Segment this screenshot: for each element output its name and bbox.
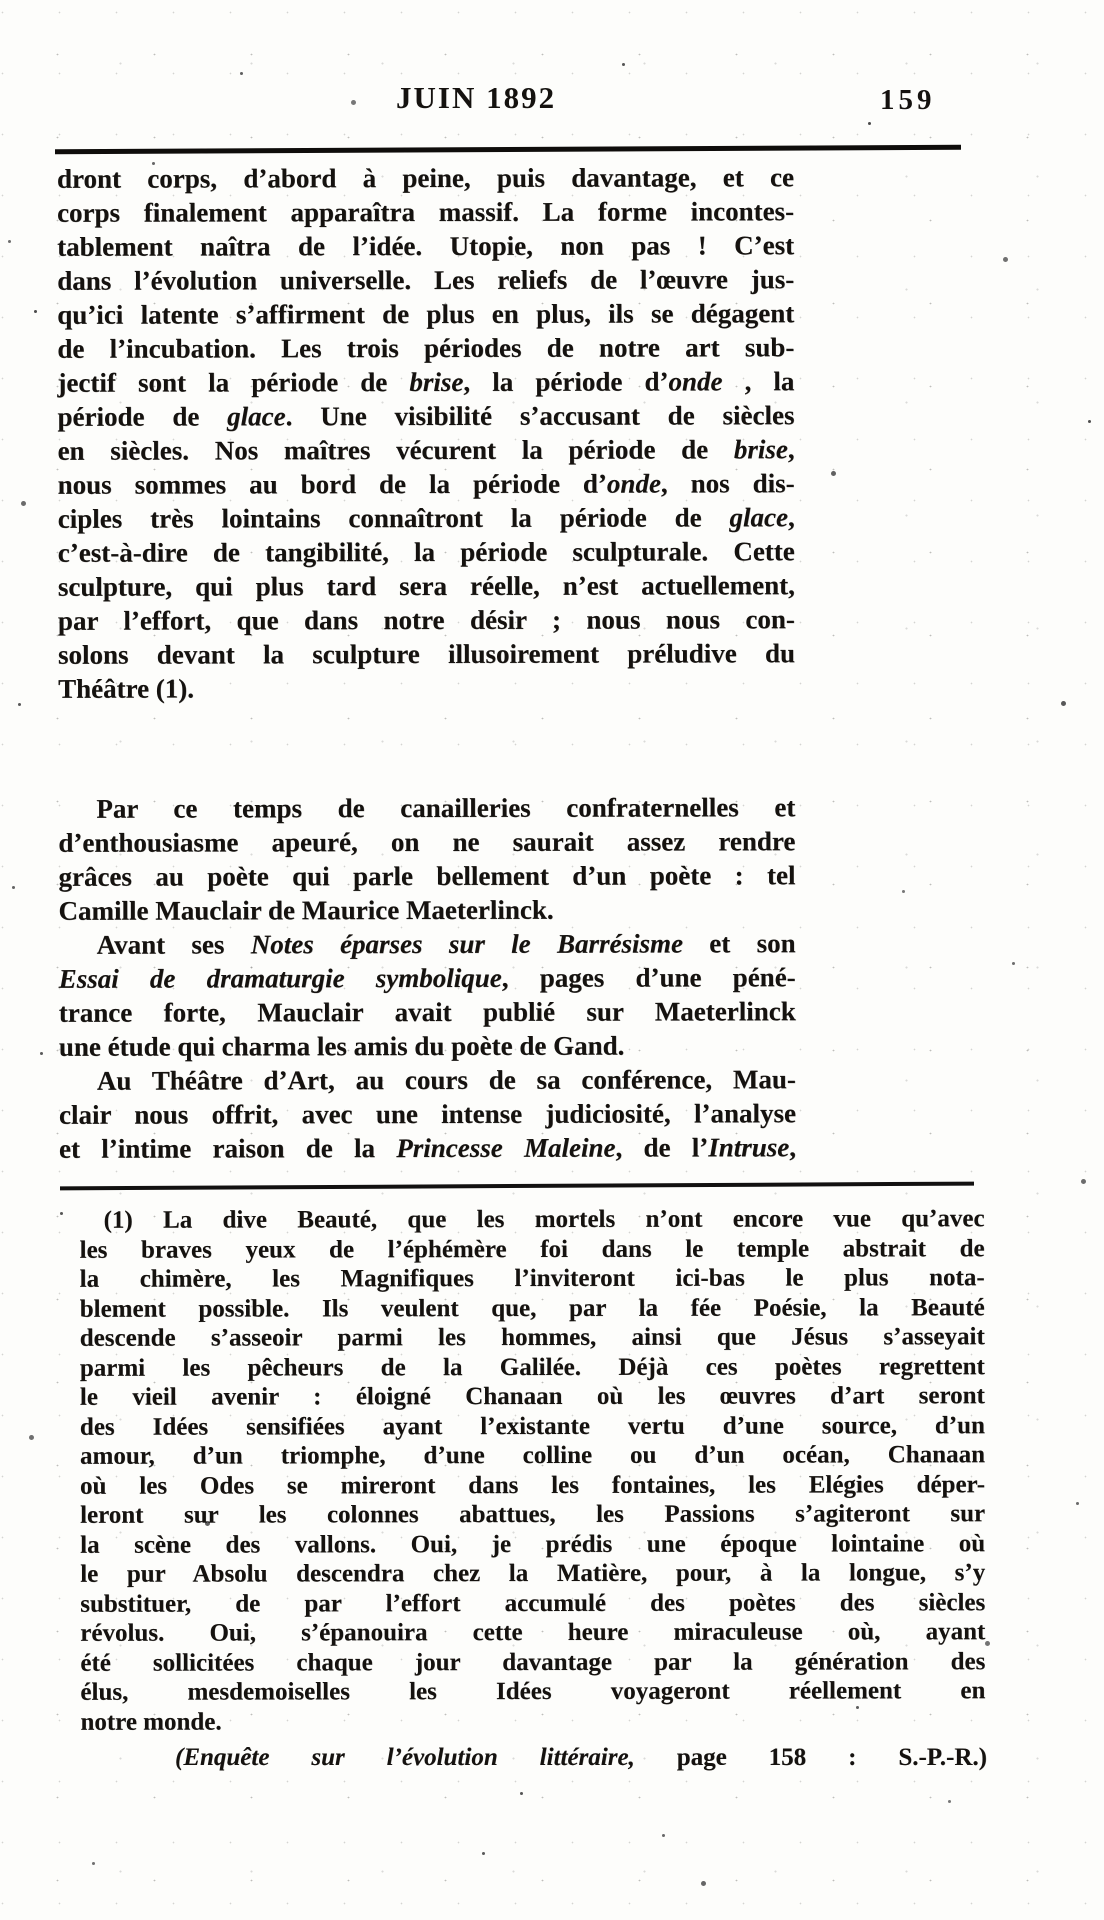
text-segment: et son: [682, 928, 796, 959]
paragraph: [59, 1062, 796, 1166]
text-segment: une étude qui charma les amis du poète de Gand.: [58, 1030, 625, 1062]
text-segment: la chimère, les Magnifiques l’inviteront ici-bas le plus nota-: [79, 1264, 985, 1293]
text-segment: de l’incubation. Les trois périodes de notre art sub-: [57, 332, 795, 364]
footnote: [80, 1204, 986, 1737]
text-line: [80, 1558, 985, 1589]
text-segment: Au Théâtre d’Art, au cours de sa conférence, Mau-: [96, 1064, 796, 1096]
footnote-rule: [60, 1182, 974, 1191]
text-line: [80, 1676, 985, 1707]
text-line: [59, 1062, 796, 1098]
text-line: [80, 1647, 985, 1678]
text-segment: élus, mesdemoiselles les Idées voyageront réellement en: [80, 1677, 986, 1706]
italic-text: Princesse Maleine: [396, 1132, 616, 1164]
text-segment: en siècles. Nos maîtres vécurent la période de: [57, 434, 734, 466]
text-line: [59, 994, 796, 1030]
text-segment: le vieil avenir : éloigné Chanaan où les œuvres d’art seront: [79, 1382, 985, 1411]
text-line: [80, 1470, 985, 1501]
text-segment: des Idées sensifiées ayant l’existante vertu d’une source, d’un: [79, 1411, 985, 1441]
text-line: [80, 1293, 985, 1324]
text-segment: période de: [57, 401, 228, 432]
text-line: [57, 262, 794, 298]
text-segment: (1) La dive Beauté, que les mortels n’ont encore vue qu’avec: [103, 1205, 985, 1234]
paragraph: [58, 790, 795, 928]
text-line: [57, 398, 794, 434]
text-segment: , la période d’: [463, 366, 669, 397]
text-segment: où les Odes se mireront dans les fontaines, les Elégies déper-: [80, 1470, 986, 1500]
text-segment: été sollicitées chaque jour davantage par la génération des: [80, 1647, 986, 1677]
text-segment: leront sur les colonnes abattues, les Passions s’agiteront sur: [80, 1500, 986, 1529]
scan-noise: [0, 0, 3, 3]
text-line: [80, 1706, 985, 1737]
italic-text: Notes éparses sur le Barrésisme: [250, 928, 683, 960]
text-line: [80, 1263, 985, 1294]
text-line: [59, 1096, 796, 1132]
text-line: [58, 790, 795, 826]
text-segment: ,: [787, 434, 795, 465]
text-segment: tablement naîtra de l’idée. Utopie, non pas ! C’est: [57, 230, 795, 262]
italic-text: Essai de dramaturgie symbolique: [58, 962, 502, 994]
text-segment: . Une visibilité s’accusant de siècles: [285, 400, 795, 432]
text-segment: d’enthousiasme apeuré, on ne saurait assez rendre: [58, 826, 796, 858]
text-line: [80, 1352, 985, 1383]
text-line: [80, 1617, 985, 1648]
italic-text: onde: [668, 366, 723, 397]
text-line: [58, 534, 795, 570]
text-line: [59, 926, 796, 962]
text-line: [58, 602, 795, 638]
text-line: [80, 1499, 985, 1530]
text-segment: , la: [722, 366, 795, 397]
text-segment: ,: [787, 502, 795, 533]
text-segment: les braves yeux de l’éphémère foi dans le temple abstrait de: [79, 1234, 985, 1264]
text-segment: et l’intime raison de la: [58, 1133, 397, 1164]
text-segment: ,: [789, 1132, 797, 1163]
header-rule: [55, 145, 961, 154]
text-line: [80, 1440, 985, 1471]
text-segment: par l’effort, que dans notre désir ; nous nous con-: [57, 604, 795, 636]
text-segment: blement possible. Ils veulent que, par la fée Poésie, la Beauté: [79, 1293, 985, 1323]
text-line: [58, 892, 795, 928]
text-segment: Par ce temps de canailleries confraternelles et: [96, 792, 796, 824]
text-segment: parmi les pêcheurs de la Galilée. Déjà ces poètes regrettent: [79, 1352, 985, 1382]
text-line: [58, 500, 795, 536]
page-number: 159: [880, 84, 936, 116]
text-line: [80, 1588, 985, 1619]
text-segment: la scène des vallons. Oui, je prédis une époque lointaine où: [80, 1529, 986, 1559]
text-segment: , pages d’une péné-: [501, 962, 796, 993]
italic-text: glace: [729, 502, 788, 533]
text-segment: jectif sont la période de: [57, 367, 410, 398]
text-segment: sculpture, qui plus tard sera réelle, n’est actuellement,: [57, 570, 795, 602]
text-segment: descende s’asseoir parmi les hommes, ainsi que Jésus s’asseyait: [79, 1323, 985, 1352]
italic-text: (Enquête sur l’évolution littéraire,: [175, 1744, 635, 1771]
text-segment: corps finalement apparaîtra massif. La forme incontes-: [57, 196, 795, 228]
text-line: [80, 1411, 985, 1442]
text-line: [80, 1322, 985, 1353]
text-segment: grâces au poète qui parle bellement d’un poète : tel: [58, 860, 796, 892]
text-line: [57, 364, 794, 400]
italic-text: brise: [733, 434, 788, 465]
text-line: [59, 1028, 796, 1064]
text-segment: Avant ses: [96, 929, 251, 960]
text-line: [80, 1204, 985, 1235]
article-body: [57, 160, 796, 1166]
text-line: [58, 636, 795, 672]
text-segment: Camille Mauclair de Maurice Maeterlinck.: [58, 894, 554, 926]
italic-text: onde: [606, 468, 661, 499]
text-line: [58, 432, 795, 468]
text-segment: Théâtre (1).: [58, 673, 195, 704]
text-line: [58, 466, 795, 502]
text-line: [80, 1234, 985, 1265]
paragraph: [57, 160, 795, 706]
text-line: [57, 160, 794, 196]
text-segment: ciples très lointains connaîtront la période de: [57, 502, 730, 534]
text-segment: substituer, de par l’effort accumulé des poètes des siècles: [80, 1588, 986, 1618]
text-segment: qu’ici latente s’affirment de plus en plus, ils se dégagent: [57, 298, 795, 330]
text-line: [59, 960, 796, 996]
text-segment: , nos dis-: [660, 468, 795, 499]
italic-text: Intruse: [708, 1132, 790, 1163]
text-line: [58, 670, 795, 706]
text-line: [80, 1381, 985, 1412]
text-line: [57, 296, 794, 332]
text-segment: révolus. Oui, s’épanouira cette heure miraculeuse où, ayant: [80, 1618, 986, 1647]
text-line: [57, 194, 794, 230]
text-segment: c’est-à-dire de tangibilité, la période sculpturale. Cette: [57, 536, 795, 568]
text-line: [58, 858, 795, 894]
text-segment: solons devant la sculpture illusoirement préludive du: [57, 638, 796, 670]
paragraph: [59, 926, 796, 1064]
italic-text: brise: [409, 366, 464, 398]
text-segment: clair nous offrit, avec une intense judiciosité, l’analyse: [58, 1098, 796, 1130]
text-segment: page 158 : S.-P.-R.): [634, 1744, 987, 1771]
text-segment: , de l’: [615, 1132, 709, 1163]
text-segment: le pur Absolu descendra chez la Matière, pour, à la longue, s’y: [80, 1559, 986, 1588]
text-segment: dront corps, d’abord à peine, puis davantage, et ce: [56, 162, 795, 194]
footnote-citation: [175, 1743, 987, 1773]
text-segment: notre monde.: [80, 1708, 222, 1736]
text-line: [59, 1130, 796, 1166]
text-line: [57, 228, 794, 264]
text-segment: nous sommes au bord de la période d’: [57, 468, 607, 500]
text-line: [58, 568, 795, 604]
text-segment: dans l’évolution universelle. Les reliefs de l’œuvre jus-: [57, 264, 795, 296]
text-line: [58, 824, 795, 860]
text-segment: amour, d’un triomphe, d’une colline ou d’un océan, Chanaan: [79, 1441, 985, 1470]
text-segment: trance forte, Mauclair avait publié sur Maeterlinck: [58, 996, 796, 1028]
text-line: [57, 330, 794, 366]
journal-date-header: JUIN 1892: [396, 80, 557, 115]
text-line: [80, 1529, 985, 1560]
italic-text: glace: [227, 401, 286, 432]
